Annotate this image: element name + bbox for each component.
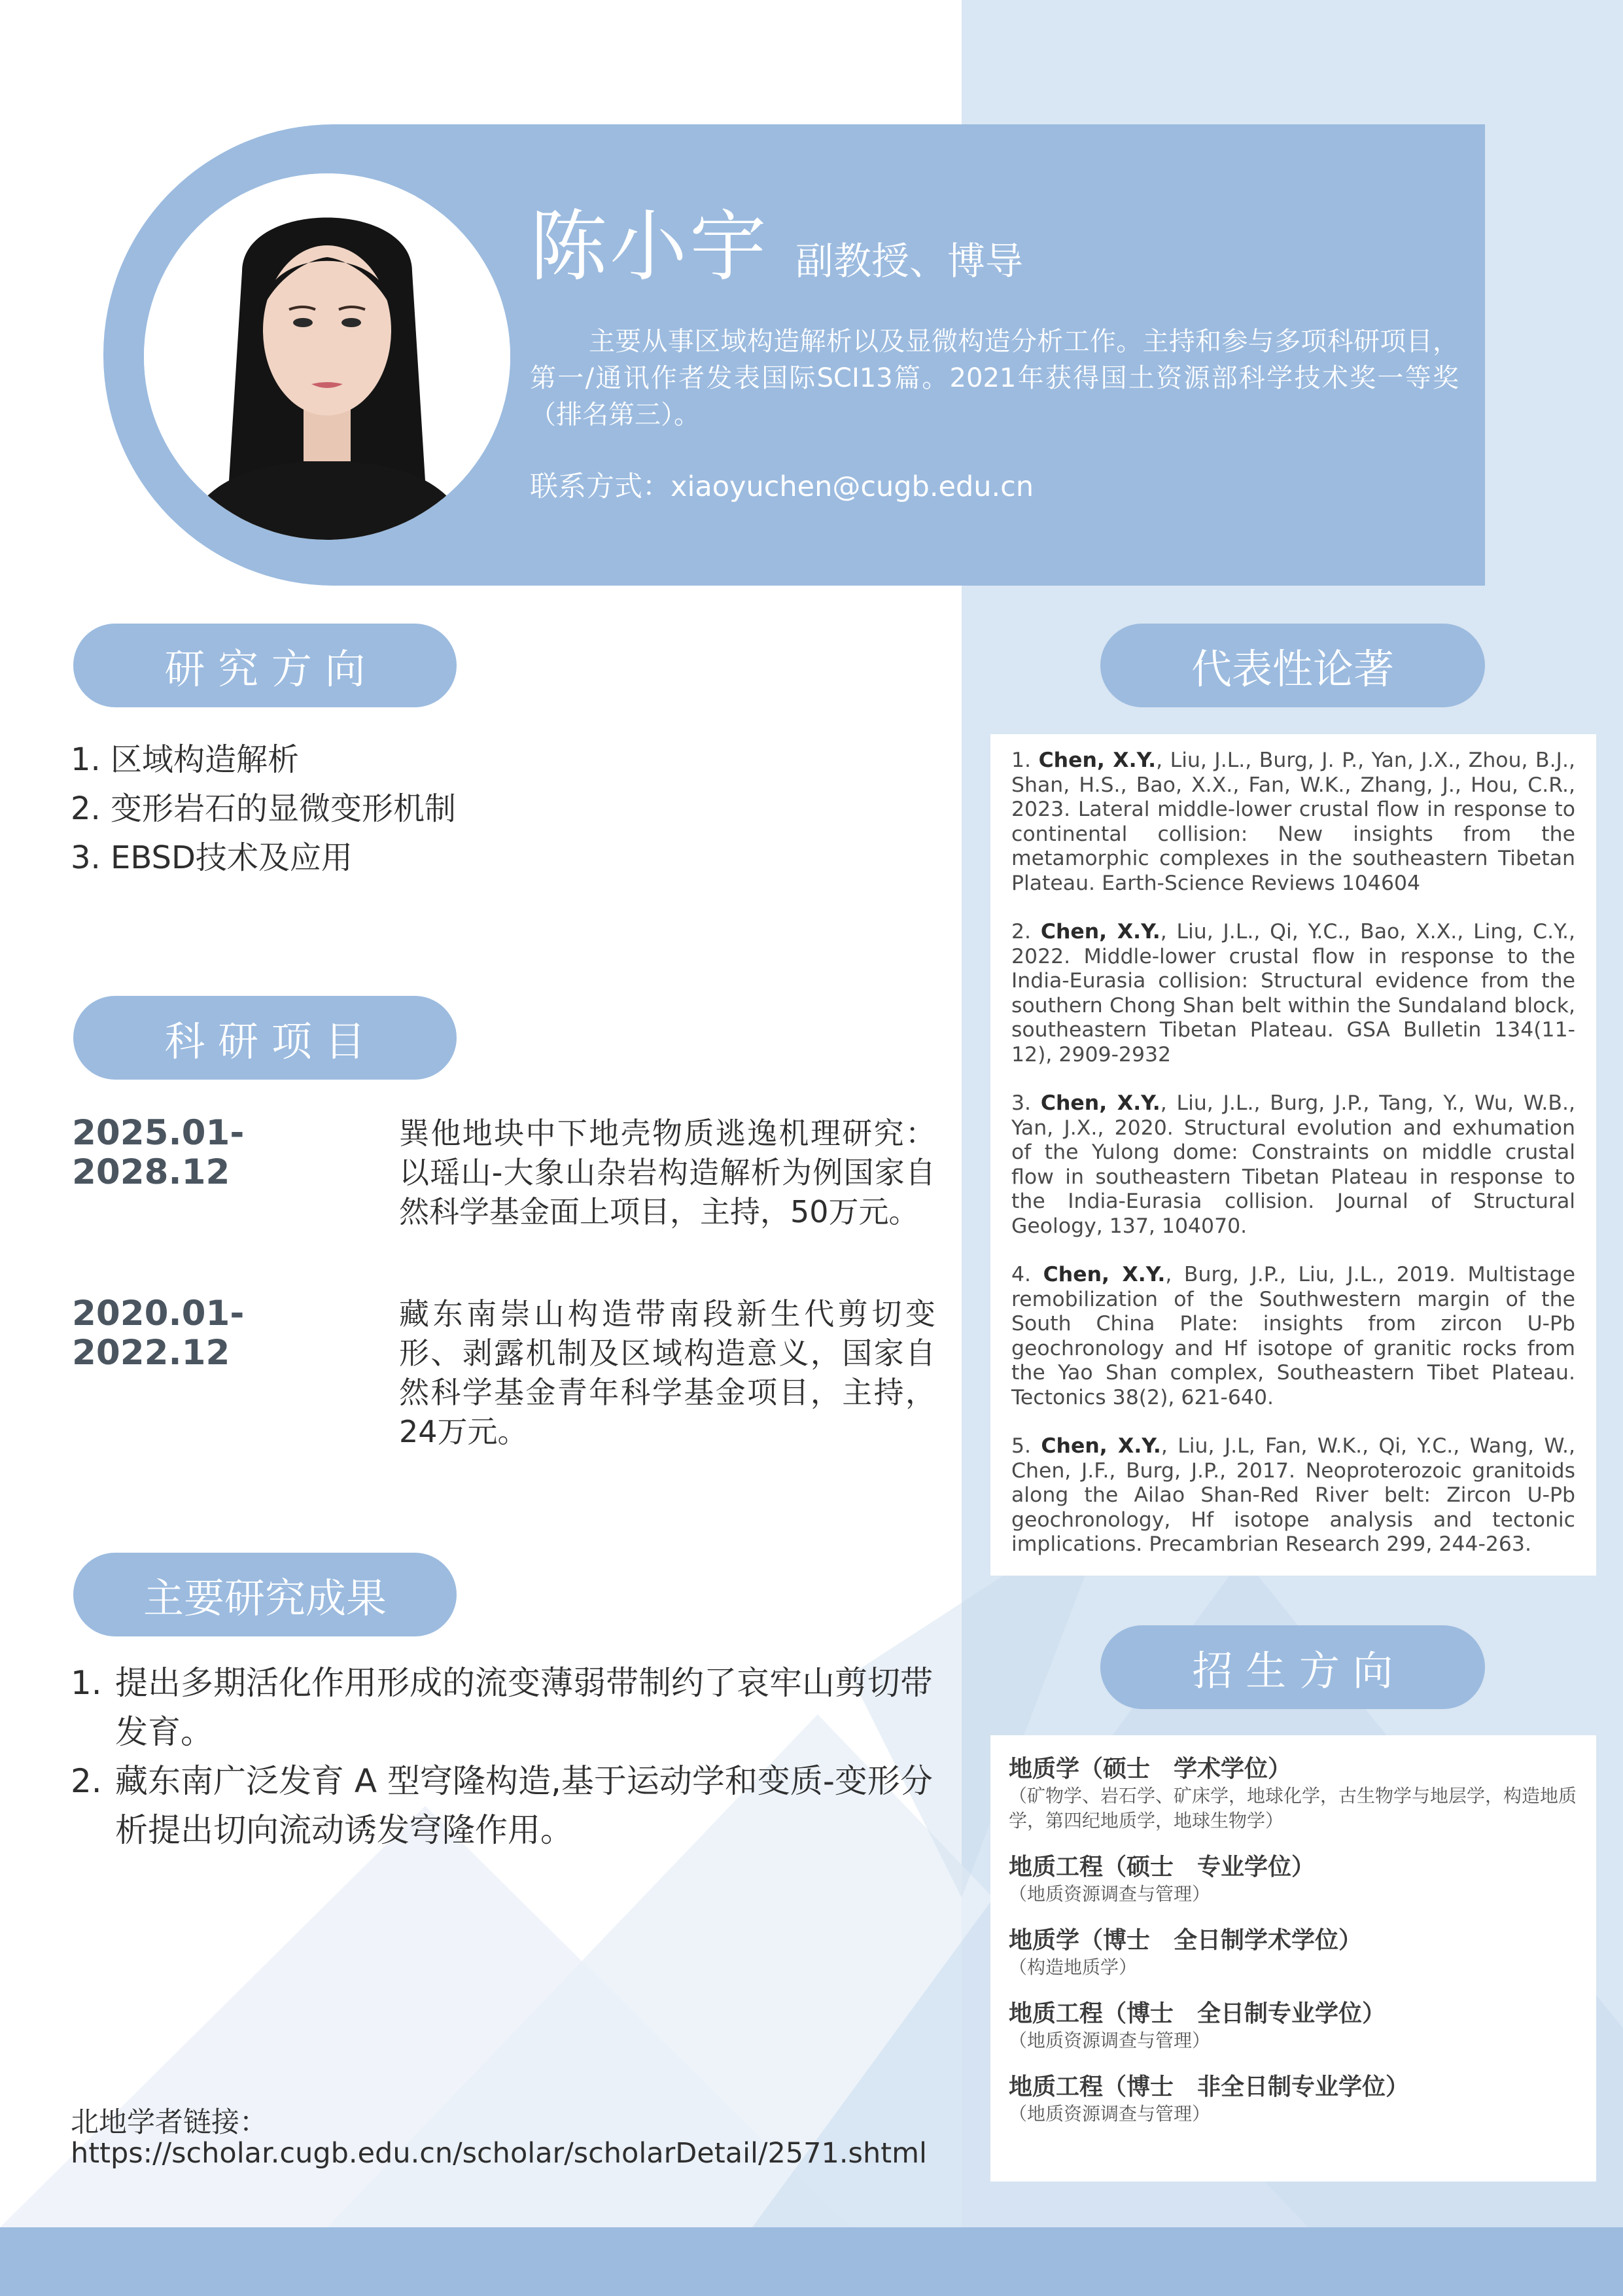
profile-title: 副教授、博导	[795, 239, 1024, 283]
research-directions-list	[71, 735, 901, 883]
paper-item	[1011, 920, 1575, 1067]
project-description: 巽他地块中下地壳物质逃逸机理研究：以瑶山-大象山杂岩构造解析为例国家自然科学基金面上项目，主持，50万元。	[399, 1116, 935, 1229]
scholar-link-label: 北地学者链接：	[71, 2106, 268, 2139]
paper-citation: , Liu, J.L., Burg, J. P., Yan, J.X., Zhou, B.J., Shan, H.S., Bao, X.X., Fan, W.K., Zhang, J., Hou, C.R., 2023. Lateral middle-lower crustal flow in response to continental collision: New insights from the metamorphic complexes in the southeastern Tibetan Plateau. Earth-Science Reviews 104604	[1011, 749, 1575, 895]
profile-bio: 主要从事区域构造解析以及显微构造分析工作。主持和参与多项科研项目，第一/通讯作者发表国际SCI13篇。2021年获得国土资源部科学技术奖一等奖（排名第三）。	[530, 327, 1459, 430]
paper-item	[1011, 1434, 1575, 1557]
paper-citation: , Liu, J.L, Fan, W.K., Qi, Y.C., Wang, W., Chen, J.F., Burg, J.P., 2017. Neoproterozoic granitoids along the Ailao Shan-Red River belt: Zircon U-Pb geochronology, Hf isotope analysis and tectonic implications. Precambrian Research 299, 244-263.	[1011, 1434, 1575, 1556]
paper-citation: , Liu, J.L., Qi, Y.C., Bao, X.X., Ling, C.Y., 2022. Middle-lower crustal flow in response to the India-Eurasia collision: Structural evidence from the southern Chong Shan belt within the Sundaland block, southeastern Tibetan Plateau. GSA Bulletin 134(11-12), 2909-2932	[1011, 920, 1575, 1067]
paper-number: 5.	[1011, 1434, 1032, 1458]
profile-name: 陈小宇	[530, 202, 770, 292]
scholar-link[interactable]: https://scholar.cugb.edu.cn/scholar/scholarDetail/2571.shtml	[71, 2137, 927, 2170]
footer-bar	[0, 2227, 1623, 2296]
profile-photo	[144, 173, 510, 540]
enrollment-item	[1009, 2000, 1578, 2053]
paper-author: Chen, X.Y.	[1043, 1263, 1166, 1286]
paper-author: Chen, X.Y.	[1040, 920, 1161, 944]
paper-author: Chen, X.Y.	[1040, 1091, 1161, 1115]
paper-number: 2.	[1011, 920, 1032, 944]
enrollment-fields: （地质资源调查与管理）	[1009, 2103, 1211, 2125]
enrollment-item	[1009, 1853, 1578, 1907]
enrollment-panel	[990, 1735, 1596, 2181]
list-item	[71, 1757, 941, 1855]
paper-number: 4.	[1011, 1263, 1032, 1286]
project-item	[72, 1294, 935, 1451]
enrollment-heading: 招 生 方 向	[1100, 1625, 1485, 1709]
list-number: 2.	[71, 1762, 102, 1800]
paper-number: 3.	[1011, 1091, 1032, 1115]
paper-number: 1.	[1011, 749, 1032, 772]
papers-panel	[990, 734, 1596, 1576]
research-directions-heading: 研 究 方 向	[73, 624, 457, 707]
results-heading: 主要研究成果	[73, 1553, 457, 1636]
enrollment-program: 地质学（博士 全日制学术学位）	[1009, 1927, 1363, 1954]
paper-author: Chen, X.Y.	[1041, 1434, 1161, 1458]
enrollment-program: 地质工程（硕士 专业学位）	[1009, 1854, 1316, 1881]
enrollment-item	[1009, 2073, 1578, 2127]
papers-heading: 代表性论著	[1100, 624, 1485, 707]
results-list	[71, 1659, 941, 1855]
enrollment-item	[1009, 1926, 1578, 1980]
result-text: 藏东南广泛发育 A 型穹隆构造,基于运动学和变质-变形分析提出切向流动诱发穹隆作用。	[115, 1762, 933, 1849]
enrollment-program: 地质学（硕士 学术学位）	[1009, 1756, 1292, 1782]
contact-email[interactable]: 联系方式：xiaoyuchen@cugb.edu.cn	[530, 470, 1034, 503]
enrollment-fields: （矿物学、岩石学、矿床学，地球化学，古生物学与地层学，构造地质学，第四纪地质学，地球生物学）	[1009, 1785, 1577, 1831]
paper-item	[1011, 1091, 1575, 1239]
list-number: 1.	[71, 1664, 102, 1702]
project-date: 2020.01-2022.12	[72, 1294, 245, 1373]
list-item: 2. 变形岩石的显微变形机制	[71, 790, 457, 827]
result-text: 提出多期活化作用形成的流变薄弱带制约了哀牢山剪切带发育。	[115, 1664, 933, 1751]
enrollment-program: 地质工程（博士 全日制专业学位）	[1009, 2000, 1386, 2027]
list-item: 3. EBSD技术及应用	[71, 839, 353, 876]
enrollment-program: 地质工程（博士 非全日制专业学位）	[1009, 2074, 1410, 2100]
project-item	[72, 1114, 935, 1231]
enrollment-item	[1009, 1755, 1578, 1833]
project-date: 2025.01-2028.12	[72, 1113, 245, 1192]
paper-author: Chen, X.Y.	[1038, 749, 1157, 772]
list-item	[71, 1659, 941, 1757]
paper-item	[1011, 749, 1575, 896]
enrollment-fields: （地质资源调查与管理）	[1009, 2030, 1211, 2051]
list-item: 1. 区域构造解析	[71, 741, 300, 778]
enrollment-fields: （地质资源调查与管理）	[1009, 1883, 1211, 1905]
enrollment-fields: （构造地质学）	[1009, 1956, 1138, 1978]
projects-heading: 科 研 项 目	[73, 996, 457, 1080]
project-description: 藏东南崇山构造带南段新生代剪切变形、剥露机制及区域构造意义，国家自然科学基金青年科学基金项目，主持，24万元。	[399, 1296, 935, 1449]
paper-citation: , Burg, J.P., Liu, J.L., 2019. Multistage remobilization of the Southwestern margin of the South China Plate: insights from zircon U-Pb geochronology and Hf isotope of granitic rocks from the Yao Shan complex, Southeastern Tibet Plateau. Tectonics 38(2), 621-640.	[1011, 1263, 1575, 1409]
paper-item	[1011, 1263, 1575, 1410]
paper-citation: , Liu, J.L., Burg, J.P., Tang, Y., Wu, W.B., Yan, J.X., 2020. Structural evolution and exhumation of the Yulong dome: Constraints on middle crustal flow in southeastern Tibetan Plateau in response to the India-Eurasia collision. Journal of Structural Geology, 137, 104070.	[1011, 1091, 1575, 1238]
